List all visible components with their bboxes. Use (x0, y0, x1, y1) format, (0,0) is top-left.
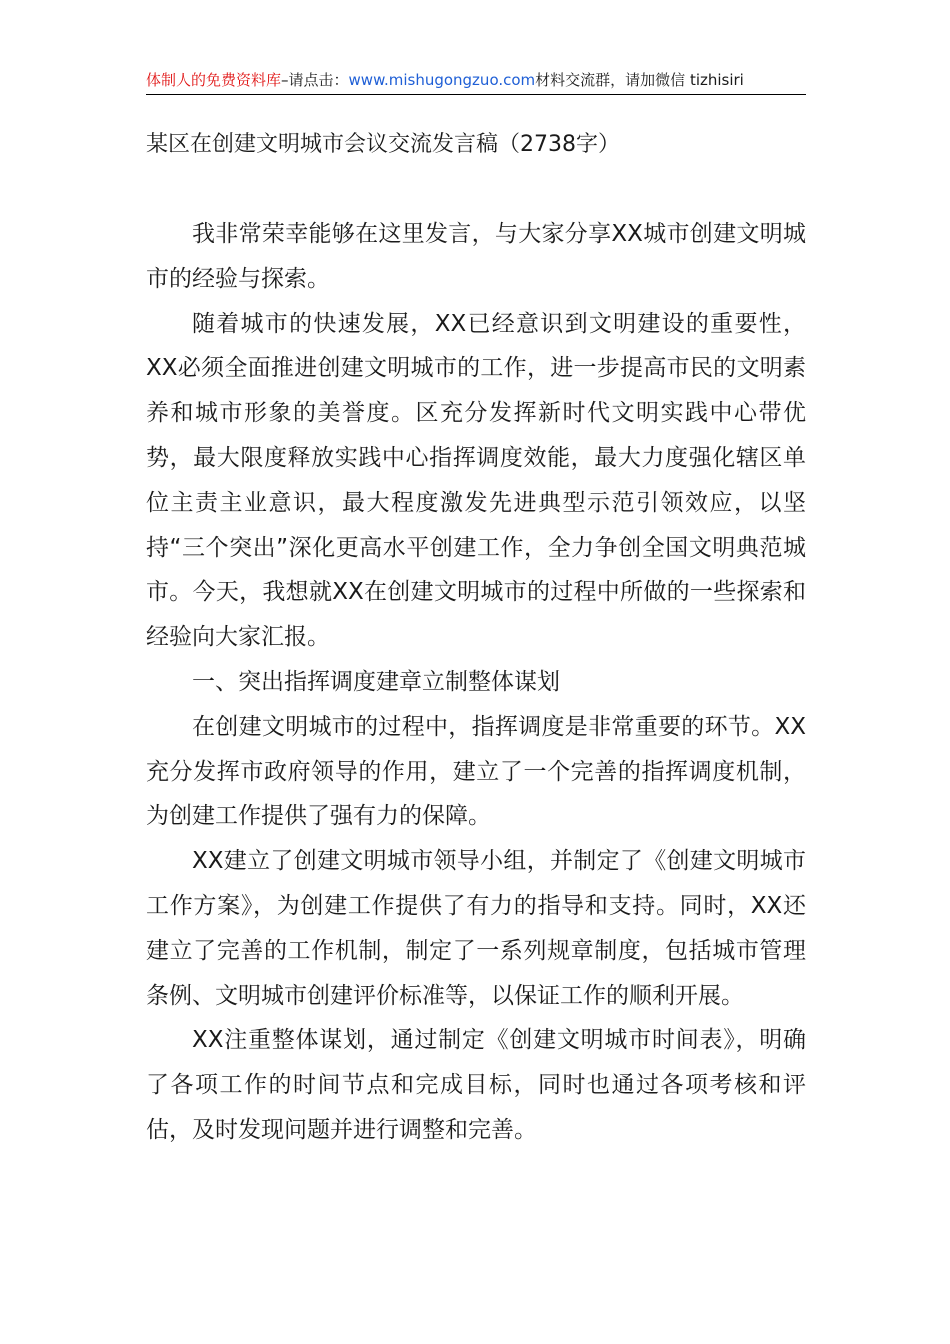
section-heading-1: 一、突出指挥调度建章立制整体谋划 (192, 668, 560, 695)
page-header (146, 68, 806, 95)
document-title: 某区在创建文明城市会议交流发言稿（2738字） (146, 132, 620, 157)
header-group-text: 材料交流群，请加微信 tizhisiri (535, 71, 744, 89)
document-body (146, 212, 806, 1153)
header-click-text: –请点击： (281, 71, 349, 89)
paragraph-intro: 我非常荣幸能够在这里发言，与大家分享XX城市创建文明城市的经验与探索。 (146, 221, 806, 292)
paragraph-command: 在创建文明城市的过程中，指挥调度是非常重要的环节。XX充分发挥市政府领导的作用，建立了一个完善的指挥调度机制，为创建工作提供了强有力的保障。 (146, 713, 806, 830)
paragraph-planning: XX注重整体谋划，通过制定《创建文明城市时间表》，明确了各项工作的时间节点和完成目标，同时也通过各项考核和评估，及时发现问题并进行调整和完善。 (146, 1027, 806, 1143)
header-brand: 体制人的免费资料库 (146, 71, 282, 89)
paragraph-background: 随着城市的快速发展，XX已经意识到文明建设的重要性，XX必须全面推进创建文明城市的工作，进一步提高市民的文明素养和城市形象的美誉度。区充分发挥新时代文明实践中心带优势，最大限度释放实践中心指挥调度效能，最大力度强化辖区单位主责主业意识，最大程度激发先进典型示范引领效应，以坚持“三个突出”深化更高水平创建工作，全力争创全国文明典范城市。今天，我想就XX在创建文明城市的过程中所做的一些探索和经验向大家汇报。 (146, 310, 806, 651)
paragraph-leadership-group: XX建立了创建文明城市领导小组，并制定了《创建文明城市工作方案》，为创建工作提供了有力的指导和支持。同时，XX还建立了完善的工作机制，制定了一系列规章制度，包括城市管理条例、文明城市创建评价标准等，以保证工作的顺利开展。 (146, 848, 806, 1009)
header-url-link[interactable]: www.mishugongzuo.com (348, 71, 536, 89)
